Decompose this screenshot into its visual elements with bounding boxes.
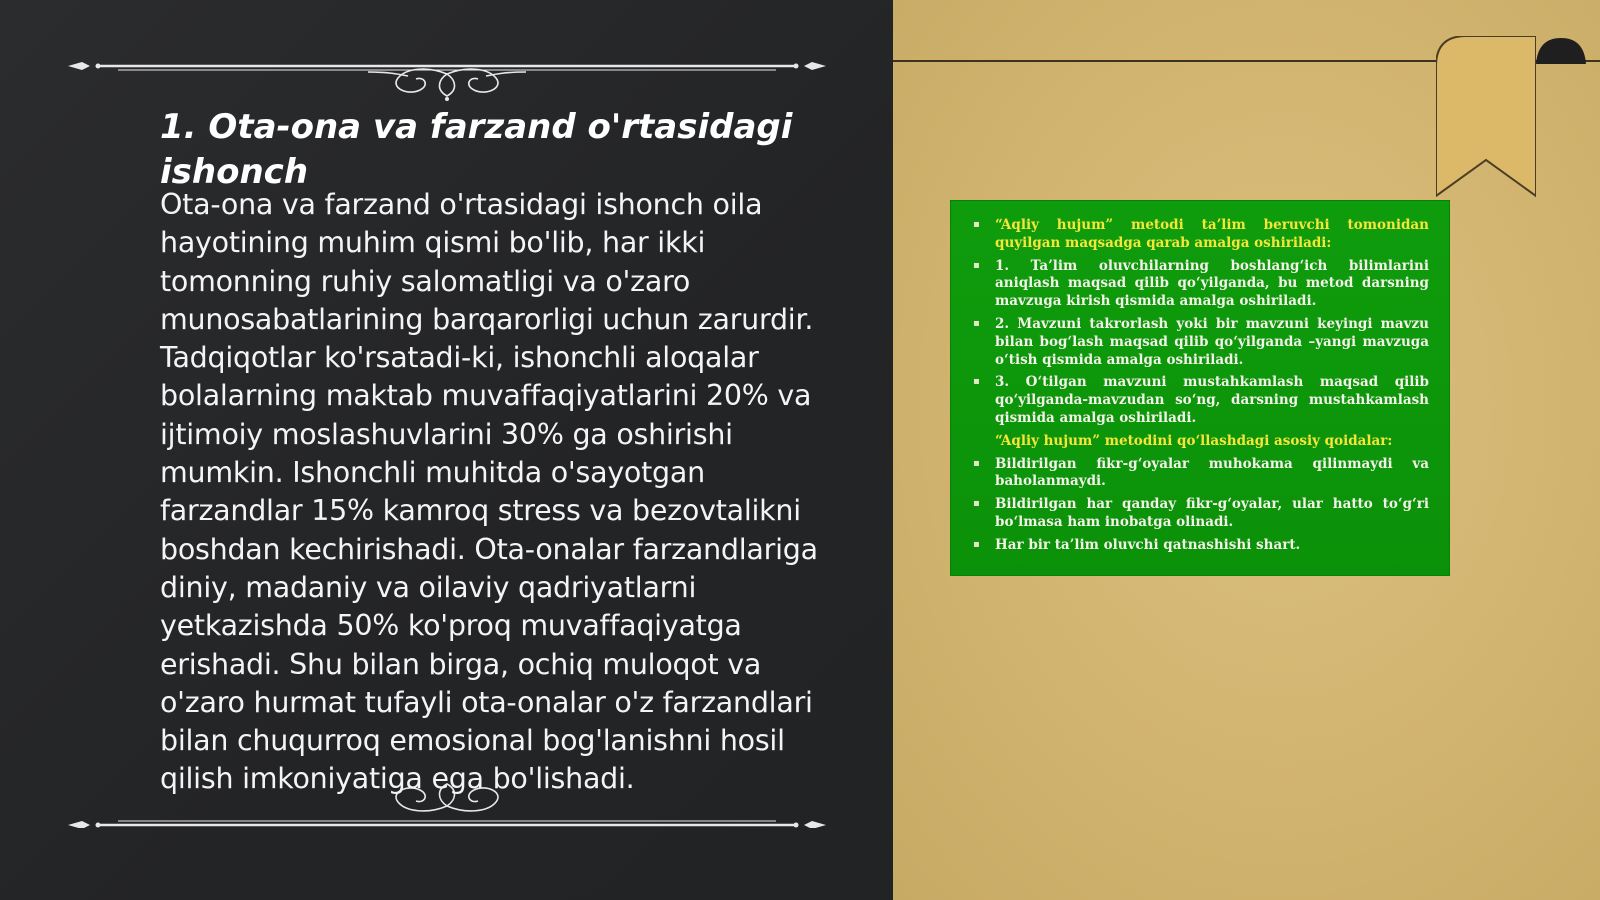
list-item: ▪ “Aqliy hujum” metodi ta’lim beruvchi tomonidan quyilgan maqsadga qarab amalga oshiriladi: [973, 217, 1429, 253]
list-item: ▪ Har bir ta’lim oluvchi qatnashishi shart. [973, 537, 1429, 555]
list-item: “Aqliy hujum” metodini qo‘llashdagi asosiy qoidalar: [995, 432, 1393, 449]
ornament-divider-top-icon [68, 52, 826, 102]
ribbon-notch-icon [1536, 36, 1586, 66]
method-rules-list [973, 217, 1429, 555]
aqliy-hujum-image [950, 200, 1450, 576]
list-item: ▪ Bildirilgan fikr-g‘oyalar muhokama qilinmaydi va baholanmaydi. [973, 456, 1429, 492]
slide-title: 1. Ota-ona va farzand o'rtasidagi ishonch [160, 107, 793, 192]
list-item: ▪ 3. O‘tilgan mavzuni mustahkamlash maqsad qilib qo‘yilganda-mavzudan so‘ng, darsning mustahkamlash qismida amalga oshiriladi. [973, 374, 1429, 427]
bookmark-ribbon-icon [1436, 36, 1536, 199]
list-item: ▪ 1. Ta’lim oluvchilarning boshlang‘ich bilimlarini aniqlash maqsad qilib qo‘yilganda, bu metod darsning mavzuga kirish qismida amalga oshiriladi. [973, 258, 1429, 311]
list-item: ▪ Bildirilgan har qanday fikr-g‘oyalar, ular hatto to‘g‘ri bo‘lmasa ham inobatga olinadi. [973, 496, 1429, 532]
list-item: ▪ 2. Mavzuni takrorlash yoki bir mavzuni keyingi mavzu bilan bog‘lash maqsad qilib qo‘yilganda –yangi mavzuga o‘tish qismida amalga oshiriladi. [973, 316, 1429, 369]
slide-body-text: Ota-ona va farzand o'rtasidagi ishonch oila hayotining muhim qismi bo'lib, har ikki tomonning ruhiy salomatligi va o'zaro munosabatlarining barqarorligi uchun zarurdir. Tadqiqotlar ko'rsatadi-ki, ishonchli aloqalar bolalarning maktab muvaffaqiyatlarini 20% va ijtimoiy moslashuvlarini 30% ga oshirishi mumkin. Ishonchli muhitda o'sayotgan farzandlar 15% kamroq stress va bezovtalikni boshdan kechirishadi. Ota-onalar farzandlariga diniy, madaniy va oilaviy qadriyatlarni yetkazishda 50% ko'proq muvaffaqiyatga erishadi. Shu bilan birga, ochiq muloqot va o'zaro hurmat tufayli ota-onalar o'z farzandlari bilan chuqurroq emosional bog'lanishni hosil qilish imkoniyatiga ega bo'lishadi. [160, 188, 818, 796]
